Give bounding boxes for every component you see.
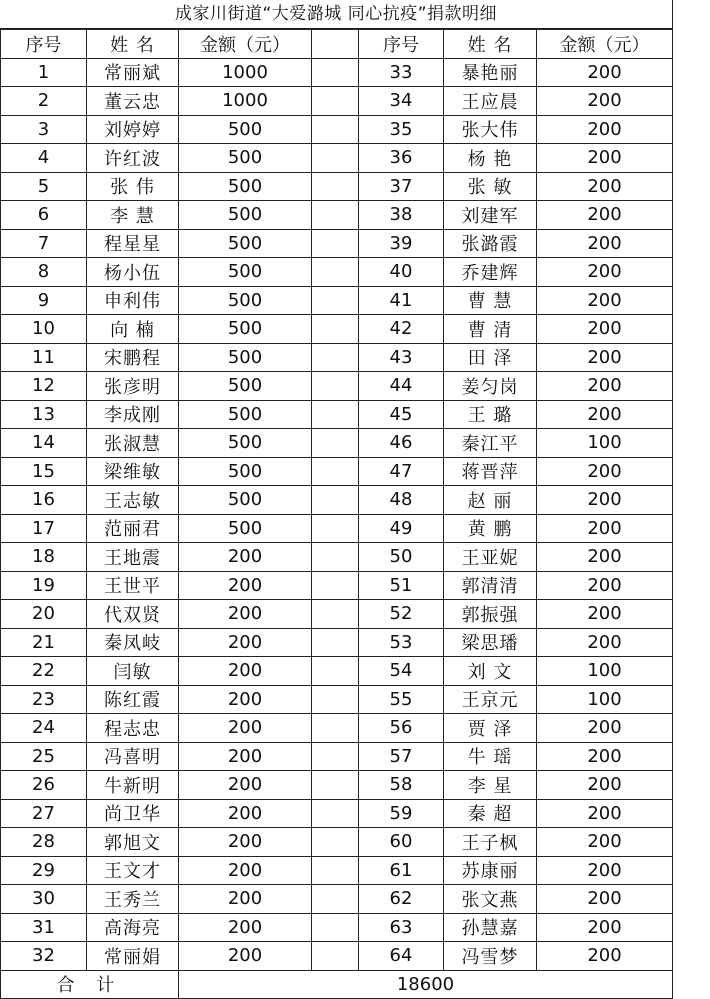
- cell-name: 张淑慧: [87, 429, 179, 458]
- cell-no: 47: [359, 457, 444, 486]
- cell-no: 5: [1, 172, 87, 201]
- table-row: [1, 343, 673, 372]
- cell-amount: 100: [537, 685, 673, 714]
- table-row: [1, 571, 673, 600]
- cell-no: 56: [359, 714, 444, 743]
- cell-amount: 200: [537, 115, 673, 144]
- cell-name: 秦江平: [444, 429, 537, 458]
- cell-amount: 200: [537, 372, 673, 401]
- table-row: [1, 457, 673, 486]
- gap-cell: [312, 286, 359, 315]
- table-row: [1, 942, 673, 971]
- cell-amount: 200: [537, 628, 673, 657]
- cell-amount: 1000: [179, 87, 312, 116]
- gap-cell: [312, 343, 359, 372]
- cell-no: 19: [1, 571, 87, 600]
- cell-no: 34: [359, 87, 444, 116]
- cell-no: 32: [1, 942, 87, 971]
- cell-amount: 200: [537, 856, 673, 885]
- table-row: [1, 828, 673, 857]
- cell-amount: 200: [179, 799, 312, 828]
- cell-amount: 500: [179, 286, 312, 315]
- cell-no: 45: [359, 400, 444, 429]
- gap-cell: [312, 628, 359, 657]
- header-row: [1, 30, 673, 59]
- cell-name: 王秀兰: [87, 885, 179, 914]
- cell-amount: 200: [537, 87, 673, 116]
- cell-no: 16: [1, 486, 87, 515]
- cell-name: 董云忠: [87, 87, 179, 116]
- cell-name: 闫敏: [87, 657, 179, 686]
- cell-amount: 200: [537, 400, 673, 429]
- cell-amount: 100: [537, 429, 673, 458]
- cell-amount: 500: [179, 514, 312, 543]
- cell-no: 51: [359, 571, 444, 600]
- cell-name: 张文燕: [444, 885, 537, 914]
- cell-amount: 200: [537, 343, 673, 372]
- cell-no: 37: [359, 172, 444, 201]
- cell-amount: 500: [179, 315, 312, 344]
- gap-cell: [312, 856, 359, 885]
- cell-no: 3: [1, 115, 87, 144]
- cell-no: 18: [1, 543, 87, 572]
- cell-name: 秦凤岐: [87, 628, 179, 657]
- cell-name: 曹 慧: [444, 286, 537, 315]
- cell-name: 王 璐: [444, 400, 537, 429]
- cell-no: 9: [1, 286, 87, 315]
- cell-name: 乔建辉: [444, 258, 537, 287]
- gap-cell: [312, 571, 359, 600]
- cell-name: 李 慧: [87, 201, 179, 230]
- cell-no: 27: [1, 799, 87, 828]
- cell-no: 38: [359, 201, 444, 230]
- gap-cell: [312, 144, 359, 173]
- cell-amount: 200: [537, 172, 673, 201]
- cell-amount: 200: [179, 628, 312, 657]
- cell-name: 梁思璠: [444, 628, 537, 657]
- cell-no: 20: [1, 600, 87, 629]
- cell-no: 12: [1, 372, 87, 401]
- cell-name: 赵 丽: [444, 486, 537, 515]
- cell-no: 2: [1, 87, 87, 116]
- cell-amount: 500: [179, 201, 312, 230]
- cell-name: 陈红霞: [87, 685, 179, 714]
- cell-amount: 200: [537, 828, 673, 857]
- cell-name: 程星星: [87, 229, 179, 258]
- table-row: [1, 87, 673, 116]
- table-row: [1, 172, 673, 201]
- cell-amount: 200: [537, 457, 673, 486]
- cell-name: 王京元: [444, 685, 537, 714]
- cell-no: 48: [359, 486, 444, 515]
- cell-name: 向 楠: [87, 315, 179, 344]
- total-value: 18600: [179, 970, 673, 999]
- cell-amount: 200: [537, 286, 673, 315]
- cell-name: 孙慧嘉: [444, 913, 537, 942]
- gap-cell: [312, 885, 359, 914]
- cell-amount: 200: [179, 913, 312, 942]
- cell-no: 11: [1, 343, 87, 372]
- cell-amount: 200: [537, 315, 673, 344]
- table-row: [1, 315, 673, 344]
- gap-cell: [312, 172, 359, 201]
- table-row: [1, 286, 673, 315]
- cell-name: 申利伟: [87, 286, 179, 315]
- cell-name: 冯雪梦: [444, 942, 537, 971]
- cell-no: 63: [359, 913, 444, 942]
- cell-no: 39: [359, 229, 444, 258]
- gap-cell: [312, 685, 359, 714]
- cell-amount: 200: [537, 913, 673, 942]
- cell-name: 蒋晋萍: [444, 457, 537, 486]
- header-no-left: 序号: [1, 30, 87, 59]
- cell-no: 28: [1, 828, 87, 857]
- cell-name: 王地震: [87, 543, 179, 572]
- table-row: [1, 856, 673, 885]
- cell-name: 杨小伍: [87, 258, 179, 287]
- donation-table-body: [1, 30, 673, 999]
- table-row: [1, 685, 673, 714]
- table-row: [1, 258, 673, 287]
- table-row: [1, 799, 673, 828]
- cell-no: 1: [1, 58, 87, 87]
- cell-name: 程志忠: [87, 714, 179, 743]
- gap-cell: [312, 742, 359, 771]
- cell-name: 代双贤: [87, 600, 179, 629]
- cell-no: 33: [359, 58, 444, 87]
- gap-cell: [312, 315, 359, 344]
- table-row: [1, 144, 673, 173]
- table-row: [1, 115, 673, 144]
- cell-amount: 200: [179, 885, 312, 914]
- cell-amount: 200: [537, 58, 673, 87]
- cell-amount: 500: [179, 343, 312, 372]
- cell-name: 刘 文: [444, 657, 537, 686]
- cell-name: 王世平: [87, 571, 179, 600]
- cell-name: 王亚妮: [444, 543, 537, 572]
- cell-amount: 200: [537, 742, 673, 771]
- cell-no: 6: [1, 201, 87, 230]
- cell-no: 60: [359, 828, 444, 857]
- cell-name: 姜匀岗: [444, 372, 537, 401]
- header-name-left: 姓 名: [87, 30, 179, 59]
- gap-cell: [312, 115, 359, 144]
- cell-amount: 200: [537, 714, 673, 743]
- cell-amount: 200: [179, 828, 312, 857]
- cell-name: 宋鹏程: [87, 343, 179, 372]
- table-row: [1, 400, 673, 429]
- cell-amount: 200: [537, 600, 673, 629]
- header-amount-right: 金额（元）: [537, 30, 673, 59]
- sheet-title: 成家川街道“大爱潞城 同心抗疫”捐款明细: [174, 4, 498, 24]
- table-row: [1, 771, 673, 800]
- cell-no: 8: [1, 258, 87, 287]
- gap-cell: [312, 828, 359, 857]
- cell-name: 郭清清: [444, 571, 537, 600]
- cell-name: 张大伟: [444, 115, 537, 144]
- cell-name: 许红波: [87, 144, 179, 173]
- cell-name: 张 敏: [444, 172, 537, 201]
- cell-amount: 200: [179, 600, 312, 629]
- cell-name: 暴艳丽: [444, 58, 537, 87]
- cell-amount: 200: [179, 714, 312, 743]
- gap-cell: [312, 942, 359, 971]
- cell-name: 王子枫: [444, 828, 537, 857]
- cell-no: 23: [1, 685, 87, 714]
- cell-amount: 500: [179, 172, 312, 201]
- cell-name: 田 泽: [444, 343, 537, 372]
- cell-name: 李成刚: [87, 400, 179, 429]
- table-row: [1, 514, 673, 543]
- table-row: [1, 885, 673, 914]
- header-no-right: 序号: [359, 30, 444, 59]
- cell-amount: 200: [537, 486, 673, 515]
- cell-name: 尚卫华: [87, 799, 179, 828]
- cell-amount: 200: [537, 885, 673, 914]
- cell-no: 50: [359, 543, 444, 572]
- gap-cell: [312, 457, 359, 486]
- gap-cell: [312, 657, 359, 686]
- cell-amount: 500: [179, 457, 312, 486]
- cell-amount: 200: [537, 571, 673, 600]
- cell-no: 61: [359, 856, 444, 885]
- cell-amount: 500: [179, 258, 312, 287]
- cell-amount: 500: [179, 229, 312, 258]
- cell-no: 64: [359, 942, 444, 971]
- cell-amount: 500: [179, 372, 312, 401]
- cell-no: 57: [359, 742, 444, 771]
- cell-no: 46: [359, 429, 444, 458]
- gap-cell: [312, 201, 359, 230]
- cell-no: 44: [359, 372, 444, 401]
- cell-no: 24: [1, 714, 87, 743]
- cell-name: 冯喜明: [87, 742, 179, 771]
- gap-cell: [312, 714, 359, 743]
- cell-name: 苏康丽: [444, 856, 537, 885]
- gap-cell: [312, 771, 359, 800]
- cell-no: 10: [1, 315, 87, 344]
- gap-cell: [312, 543, 359, 572]
- total-label: 合 计: [1, 970, 179, 999]
- cell-amount: 500: [179, 115, 312, 144]
- cell-amount: 100: [537, 657, 673, 686]
- cell-no: 17: [1, 514, 87, 543]
- gap-cell: [312, 514, 359, 543]
- gap-cell: [312, 58, 359, 87]
- gap-cell: [312, 799, 359, 828]
- gap-cell: [312, 400, 359, 429]
- cell-name: 牛新明: [87, 771, 179, 800]
- cell-no: 59: [359, 799, 444, 828]
- cell-name: 李 星: [444, 771, 537, 800]
- cell-amount: 200: [537, 144, 673, 173]
- table-row: [1, 58, 673, 87]
- cell-name: 郭振强: [444, 600, 537, 629]
- cell-no: 31: [1, 913, 87, 942]
- cell-no: 62: [359, 885, 444, 914]
- cell-amount: 200: [179, 571, 312, 600]
- cell-amount: 200: [537, 258, 673, 287]
- cell-amount: 200: [179, 942, 312, 971]
- table-row: [1, 429, 673, 458]
- table-row: [1, 913, 673, 942]
- cell-amount: 500: [179, 144, 312, 173]
- sheet-right-border: [672, 0, 673, 998]
- cell-amount: 200: [179, 856, 312, 885]
- cell-amount: 200: [537, 201, 673, 230]
- cell-no: 42: [359, 315, 444, 344]
- cell-amount: 500: [179, 400, 312, 429]
- cell-name: 王文才: [87, 856, 179, 885]
- cell-no: 22: [1, 657, 87, 686]
- cell-name: 常丽娟: [87, 942, 179, 971]
- table-row: [1, 714, 673, 743]
- table-row: [1, 372, 673, 401]
- cell-no: 30: [1, 885, 87, 914]
- header-name-right: 姓 名: [444, 30, 537, 59]
- cell-amount: 1000: [179, 58, 312, 87]
- gap-cell: [312, 600, 359, 629]
- cell-amount: 200: [179, 771, 312, 800]
- table-row: [1, 742, 673, 771]
- table-row: [1, 201, 673, 230]
- gap-cell: [312, 372, 359, 401]
- header-amount-left: 金额（元）: [179, 30, 312, 59]
- cell-no: 21: [1, 628, 87, 657]
- total-row: [1, 970, 673, 999]
- cell-no: 25: [1, 742, 87, 771]
- gap-cell: [312, 87, 359, 116]
- cell-name: 牛 瑶: [444, 742, 537, 771]
- gap-cell: [312, 429, 359, 458]
- cell-name: 张 伟: [87, 172, 179, 201]
- cell-name: 常丽斌: [87, 58, 179, 87]
- gap-cell: [312, 30, 359, 59]
- cell-name: 高海亮: [87, 913, 179, 942]
- cell-amount: 200: [537, 514, 673, 543]
- cell-amount: 200: [179, 742, 312, 771]
- table-row: [1, 657, 673, 686]
- cell-name: 刘婷婷: [87, 115, 179, 144]
- cell-name: 王志敏: [87, 486, 179, 515]
- cell-no: 36: [359, 144, 444, 173]
- cell-name: 王应晨: [444, 87, 537, 116]
- cell-no: 54: [359, 657, 444, 686]
- cell-name: 刘建军: [444, 201, 537, 230]
- cell-amount: 500: [179, 486, 312, 515]
- table-row: [1, 600, 673, 629]
- table-row: [1, 628, 673, 657]
- cell-no: 35: [359, 115, 444, 144]
- gap-cell: [312, 913, 359, 942]
- cell-no: 43: [359, 343, 444, 372]
- cell-amount: 200: [537, 799, 673, 828]
- cell-amount: 500: [179, 429, 312, 458]
- table-row: [1, 229, 673, 258]
- cell-no: 4: [1, 144, 87, 173]
- cell-name: 黄 鹏: [444, 514, 537, 543]
- cell-no: 14: [1, 429, 87, 458]
- cell-amount: 200: [537, 543, 673, 572]
- cell-no: 7: [1, 229, 87, 258]
- cell-name: 范丽君: [87, 514, 179, 543]
- cell-no: 58: [359, 771, 444, 800]
- cell-no: 13: [1, 400, 87, 429]
- cell-name: 贾 泽: [444, 714, 537, 743]
- cell-no: 26: [1, 771, 87, 800]
- gap-cell: [312, 258, 359, 287]
- cell-no: 15: [1, 457, 87, 486]
- cell-no: 53: [359, 628, 444, 657]
- cell-amount: 200: [179, 543, 312, 572]
- cell-amount: 200: [537, 229, 673, 258]
- table-row: [1, 543, 673, 572]
- donation-table: [0, 29, 673, 999]
- cell-amount: 200: [537, 771, 673, 800]
- cell-no: 49: [359, 514, 444, 543]
- gap-cell: [312, 229, 359, 258]
- cell-no: 55: [359, 685, 444, 714]
- table-row: [1, 486, 673, 515]
- cell-name: 曹 清: [444, 315, 537, 344]
- cell-name: 张潞霞: [444, 229, 537, 258]
- cell-name: 郭旭文: [87, 828, 179, 857]
- cell-no: 40: [359, 258, 444, 287]
- cell-amount: 200: [179, 657, 312, 686]
- cell-amount: 200: [179, 685, 312, 714]
- cell-no: 41: [359, 286, 444, 315]
- cell-name: 梁维敏: [87, 457, 179, 486]
- cell-amount: 200: [537, 942, 673, 971]
- cell-name: 张彦明: [87, 372, 179, 401]
- cell-no: 52: [359, 600, 444, 629]
- gap-cell: [312, 486, 359, 515]
- cell-name: 秦 超: [444, 799, 537, 828]
- cell-name: 杨 艳: [444, 144, 537, 173]
- cell-no: 29: [1, 856, 87, 885]
